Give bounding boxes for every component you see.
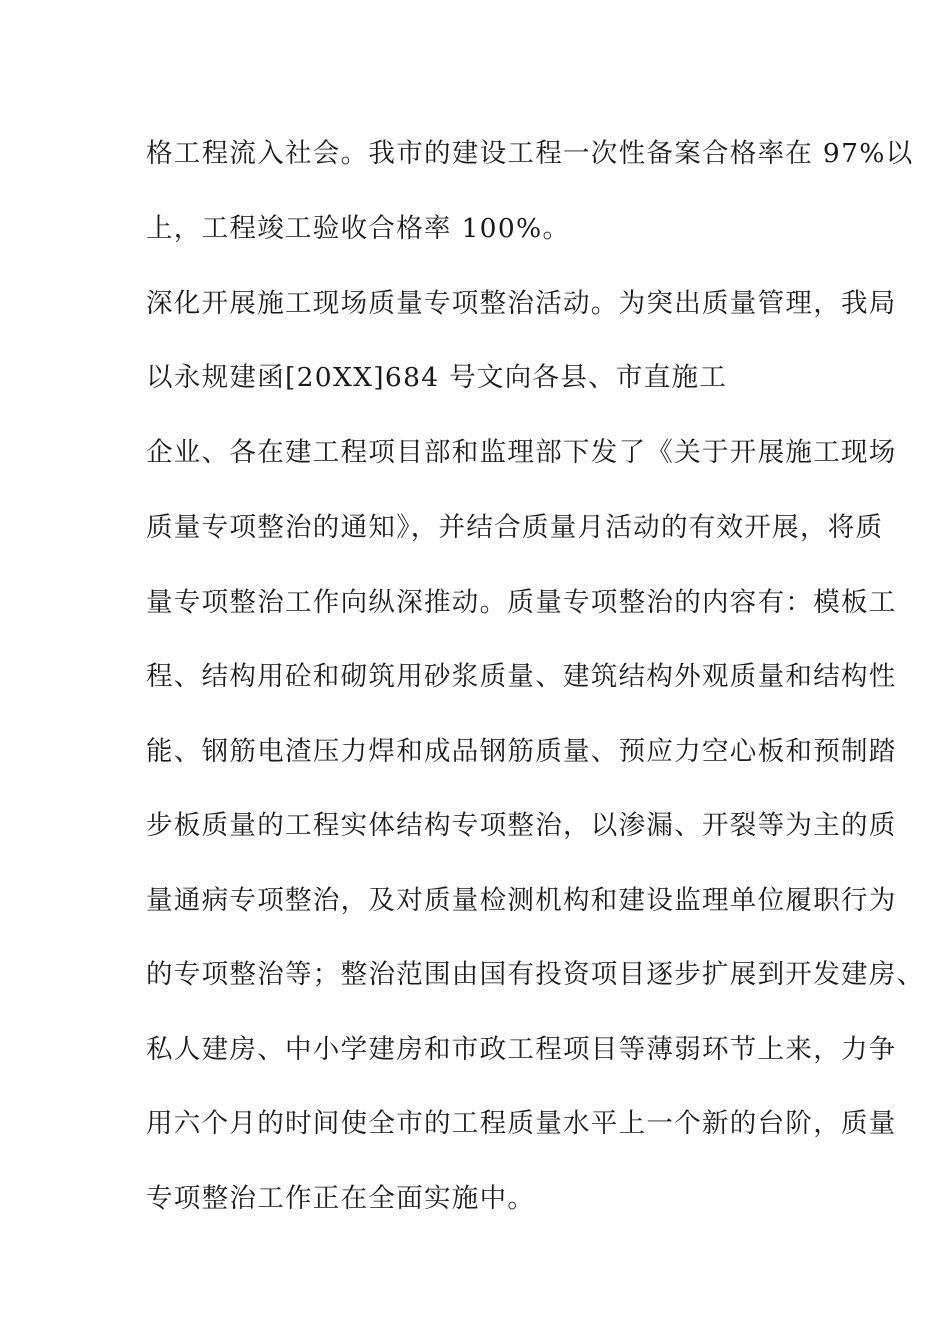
text-line: 深化开展施工现场质量专项整治活动。为突出质量管理，我局	[146, 288, 897, 319]
text-line: 步板质量的工程实体结构专项整治，以渗漏、开裂等为主的质	[146, 810, 897, 841]
text-line: 量专项整治工作向纵深推动。质量专项整治的内容有：模板工	[146, 587, 897, 618]
text-line: 私人建房、中小学建房和市政工程项目等薄弱环节上来，力争	[146, 1034, 897, 1065]
text-line: 的专项整治等；整治范围由国有投资项目逐步扩展到开发建房、	[146, 959, 925, 990]
text-line: 以永规建函[20XX]684 号文向各县、市直施工	[146, 362, 728, 393]
text-line: 质量专项整治的通知》，并结合质量月活动的有效开展，将质	[146, 512, 884, 543]
text-line: 专项整治工作正在全面实施中。	[146, 1183, 536, 1214]
text-line: 企业、各在建工程项目部和监理部下发了《关于开展施工现场	[146, 437, 897, 468]
text-line: 程、结构用砼和砌筑用砂浆质量、建筑结构外观质量和结构性	[146, 661, 897, 692]
text-line: 能、钢筋电渣压力焊和成品钢筋质量、预应力空心板和预制踏	[146, 736, 897, 767]
text-line: 上，工程竣工验收合格率 100%。	[146, 213, 571, 244]
text-line: 格工程流入社会。我市的建设工程一次性备案合格率在 97%以	[146, 138, 914, 169]
text-line: 用六个月的时间使全市的工程质量水平上一个新的台阶，质量	[146, 1108, 897, 1139]
text-line: 量通病专项整治，及对质量检测机构和建设监理单位履职行为	[146, 885, 897, 916]
